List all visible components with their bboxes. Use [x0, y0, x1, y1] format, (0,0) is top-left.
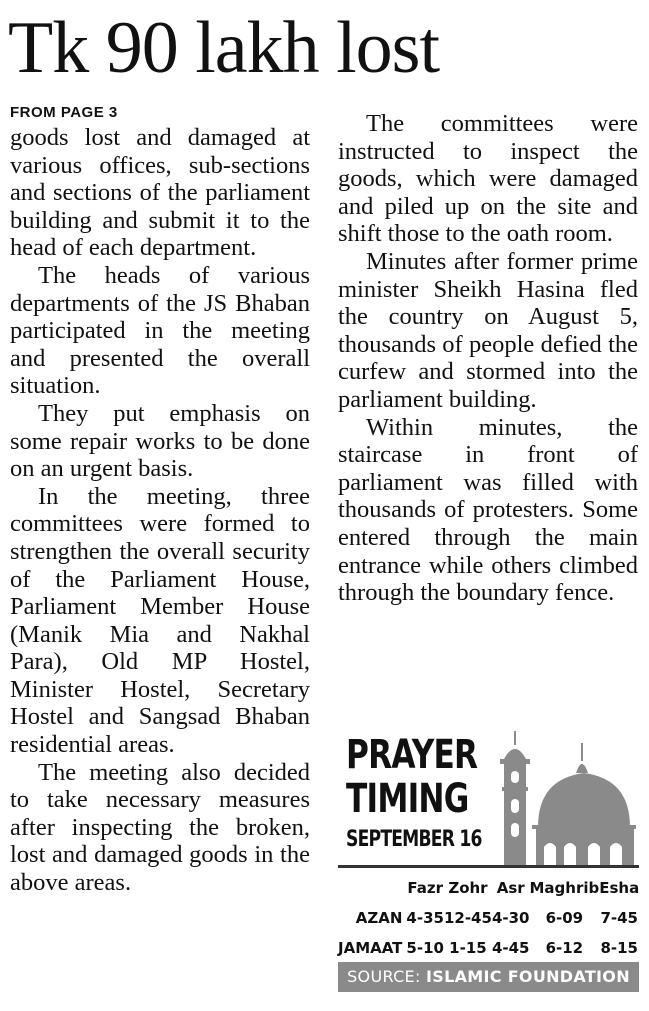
article-paragraph: In the meeting, three committees were formed to strengthen the overall security of the Parliament House, Parliament Member House (Manik Mia and Nakhal Para), Old MP Hostel, Minister Hostel, Secretary Hostel and Sangsad Bhaban residential areas. — [10, 482, 310, 759]
article-paragraph: Minutes after former prime minister Sheikh Hasina fled the country on August 5, thousands of people defied the curfew and stormed into the parliament building. — [338, 247, 638, 413]
article-paragraph: goods lost and damaged at various offices, sub-sections and sections of the parliament building and submit it to the head of each department. — [10, 124, 310, 262]
prayer-time: 4-30 — [491, 909, 530, 927]
row-label-spacer — [338, 873, 406, 903]
prayer-times-table — [338, 873, 639, 963]
prayer-name: Maghrib — [529, 879, 600, 897]
prayer-time: 8-15 — [600, 939, 638, 957]
prayer-time: 6-09 — [545, 909, 584, 927]
continuation-kicker: FROM PAGE 3 — [10, 104, 118, 121]
prayer-date: SEPTEMBER 16 — [346, 827, 482, 852]
prayer-title-line2: TIMING — [346, 776, 469, 822]
prayer-time: 4-45 — [491, 939, 530, 957]
prayer-name: Esha — [599, 879, 640, 897]
table-row — [338, 933, 639, 963]
source-label: SOURCE: — [347, 967, 427, 986]
prayer-time: 12-45 — [443, 909, 492, 927]
article-paragraph: The committees were instructed to inspect the goods, which were damaged and piled up on the site and shift those to the oath room. — [338, 110, 638, 248]
prayer-divider — [338, 865, 639, 868]
article-paragraph: The heads of various departments of the JS Bhaban participated in the meeting and presented the overall situation. — [10, 261, 310, 400]
row-label: JAMAAT — [338, 939, 403, 957]
headline: Tk 90 lakh lost — [8, 7, 440, 89]
row-label: AZAN — [355, 909, 403, 927]
prayer-time: 6-12 — [545, 939, 584, 957]
article-paragraph: They put emphasis on some repair works to be done on an urgent basis. — [10, 399, 310, 483]
prayer-time: 7-45 — [600, 909, 638, 927]
prayer-timing-box — [338, 727, 639, 993]
table-row — [338, 903, 639, 933]
prayer-name: Asr — [496, 879, 525, 897]
prayer-header-row — [338, 873, 639, 903]
prayer-title-line1: PRAYER — [346, 732, 478, 778]
prayer-time: 4-35 — [406, 909, 444, 927]
prayer-time: 1-15 — [449, 939, 487, 957]
article-column-left — [10, 104, 310, 897]
article-paragraph: The meeting also decided to take necessary measures after inspecting the broken, lost and damaged goods in the above areas. — [10, 758, 310, 897]
prayer-name: Fazr — [407, 879, 443, 897]
prayer-time: 5-10 — [406, 939, 444, 957]
source-name: ISLAMIC FOUNDATION — [426, 967, 630, 986]
article-column-right — [338, 110, 638, 607]
mosque-icon — [498, 727, 639, 865]
source-bar — [338, 962, 639, 992]
prayer-name: Zohr — [448, 879, 488, 897]
article-paragraph: Within minutes, the staircase in front of parliament was filled with thousands of protesters. Some entered through the main entrance while others climbed through the boundary fence. — [338, 413, 638, 607]
